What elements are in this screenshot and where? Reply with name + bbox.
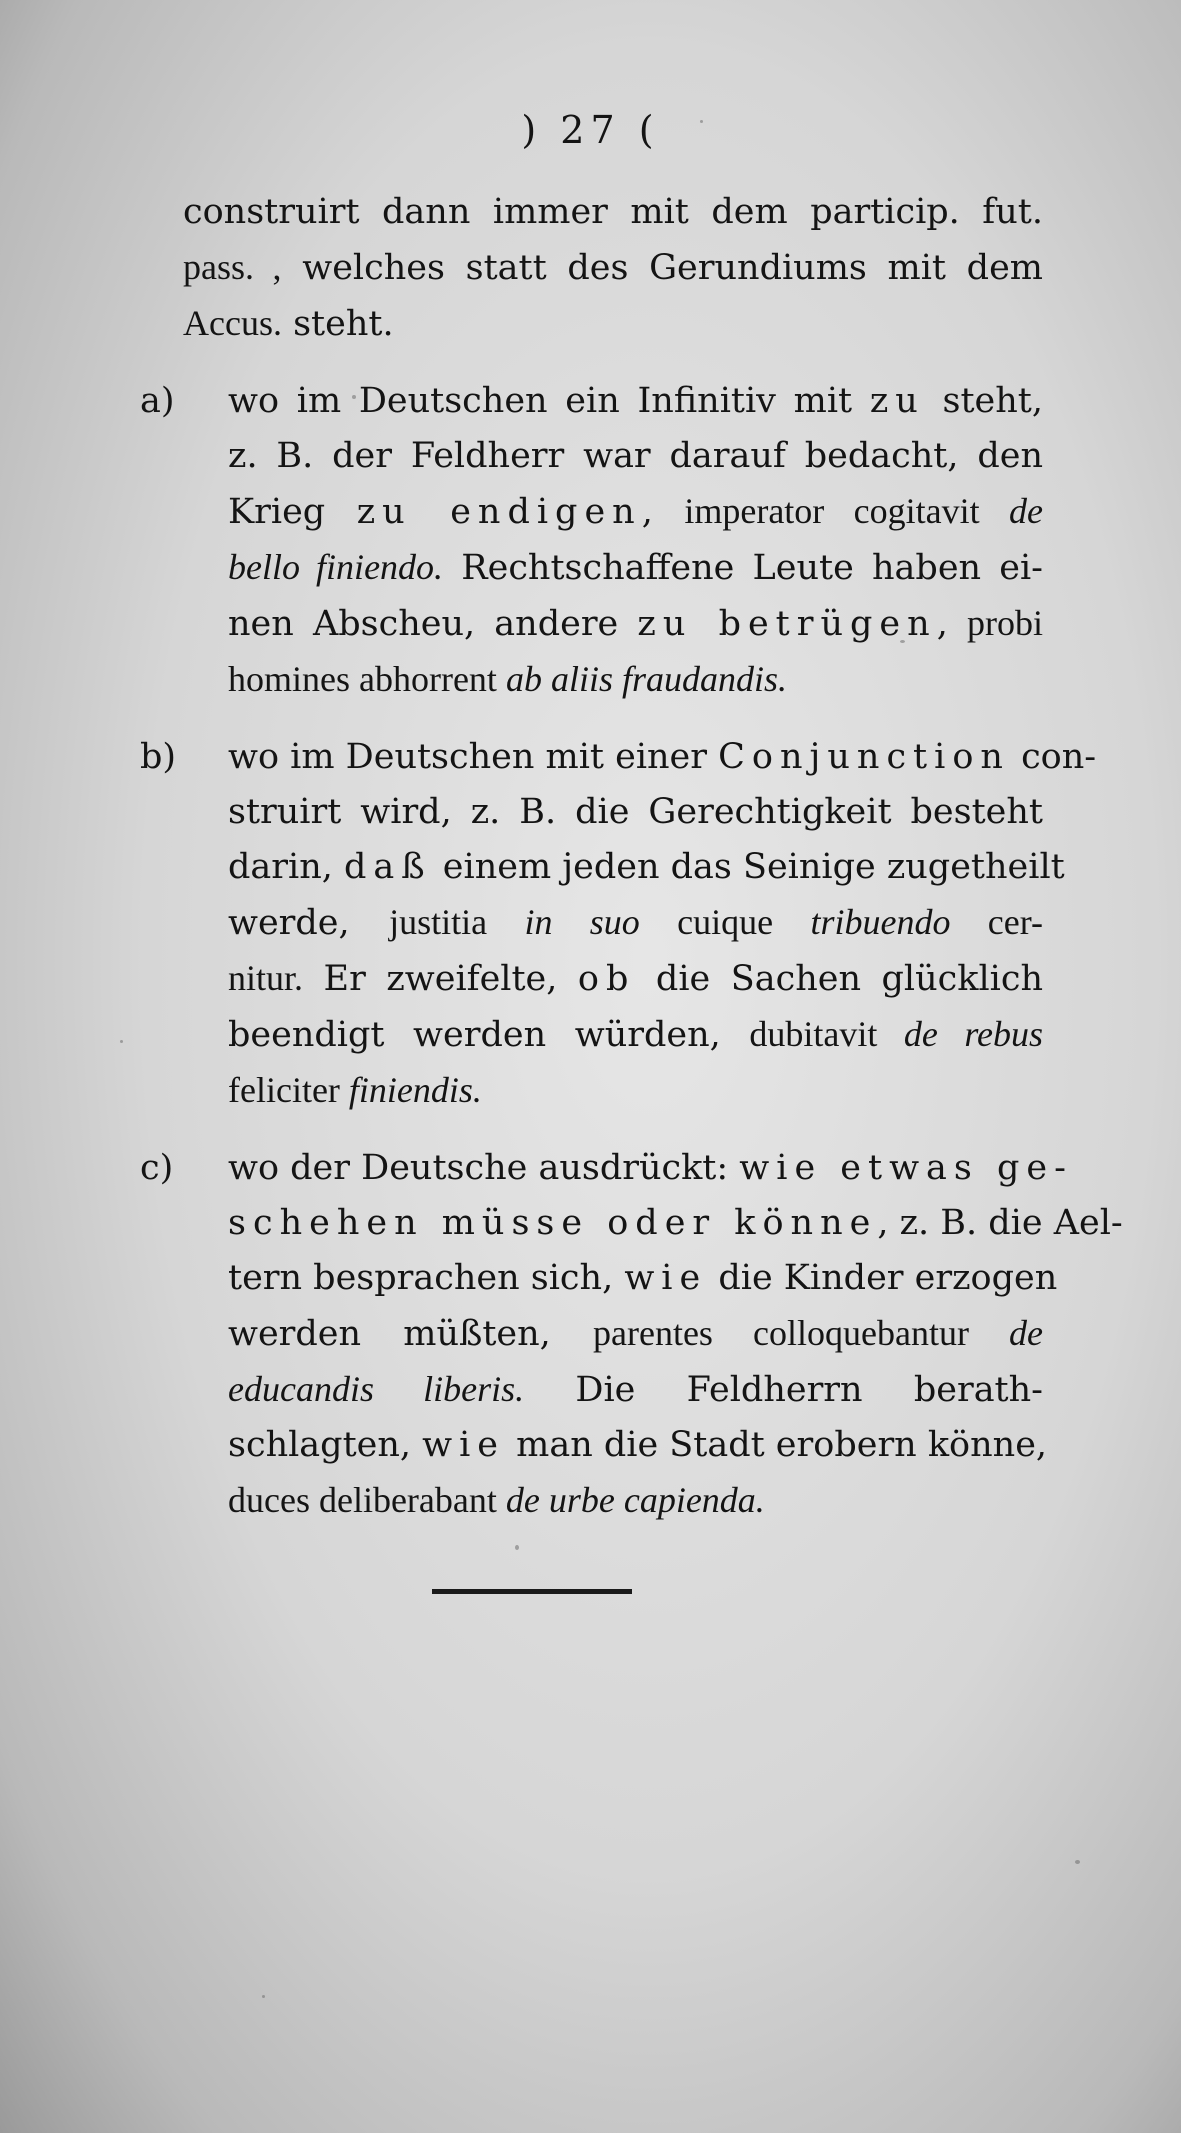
text-line: feliciter finiendis. — [228, 1070, 482, 1110]
text-line: z. B. der Feldherr war darauf bedacht, den — [228, 436, 1043, 476]
item-label: a) — [140, 381, 175, 421]
text-line: beendigt werden würden, dubitavit de rebus — [228, 1014, 1043, 1055]
text-line: schlagten, wie man die Stadt erobern könne, — [228, 1425, 1048, 1465]
text-line: tern besprachen sich, wie die Kinder erzogen — [228, 1258, 1058, 1298]
text-line: homines abhorrent ab aliis fraudandis. — [228, 659, 787, 699]
text-line: nitur. Er zweifelte, ob die Sachen glücklich — [228, 958, 1043, 999]
intro-paragraph — [183, 185, 1043, 352]
text-line: wo im Deutschen mit einer Conjunction con- — [228, 737, 1097, 777]
text-line: wo der Deutsche ausdrückt: wie etwas ge- — [228, 1148, 1073, 1188]
text-line: construirt dann immer mit dem particip. fut. — [183, 192, 1043, 232]
text-line: nen Abscheu, andere zu betrügen, probi — [228, 603, 1043, 644]
text-line: bello finiendo. Rechtschaffene Leute haben ei- — [228, 547, 1044, 588]
list-item-b — [140, 730, 1097, 1119]
text-line: werde, justitia in suo cuique tribuendo cer- — [228, 902, 1044, 943]
text-line: struirt wird, z. B. die Gerechtigkeit besteht — [228, 792, 1043, 832]
text-line: darin, daß einem jeden das Seinige zugetheilt — [228, 847, 1065, 887]
item-label: b) — [140, 737, 177, 777]
text-line: Krieg zu endigen, imperator cogitavit de — [228, 491, 1043, 532]
text-line: pass. , welches statt des Gerundiums mit dem — [183, 247, 1043, 288]
page-body — [140, 185, 1123, 1551]
paper-speck — [120, 1040, 123, 1043]
paper-speck — [262, 1995, 265, 1998]
text-line: wo im Deutschen ein Infinitiv mit zu steht, — [228, 381, 1043, 421]
text-line: schehen müsse oder könne, z. B. die Ael- — [228, 1203, 1123, 1243]
section-end-rule — [432, 1589, 632, 1594]
paper-speck — [1075, 1860, 1080, 1864]
text-line: duces deliberabant de urbe capienda. — [228, 1480, 765, 1520]
text-line: educandis liberis. Die Feldherrn berath- — [228, 1369, 1043, 1410]
item-label: c) — [140, 1148, 174, 1188]
text-line: werden müßten, parentes colloquebantur de — [228, 1313, 1043, 1354]
page-number: ) 27 ( — [521, 108, 660, 152]
list-item-c — [140, 1141, 1123, 1529]
text-line: Accus. steht. — [183, 303, 394, 344]
list-item-a — [140, 374, 1044, 708]
